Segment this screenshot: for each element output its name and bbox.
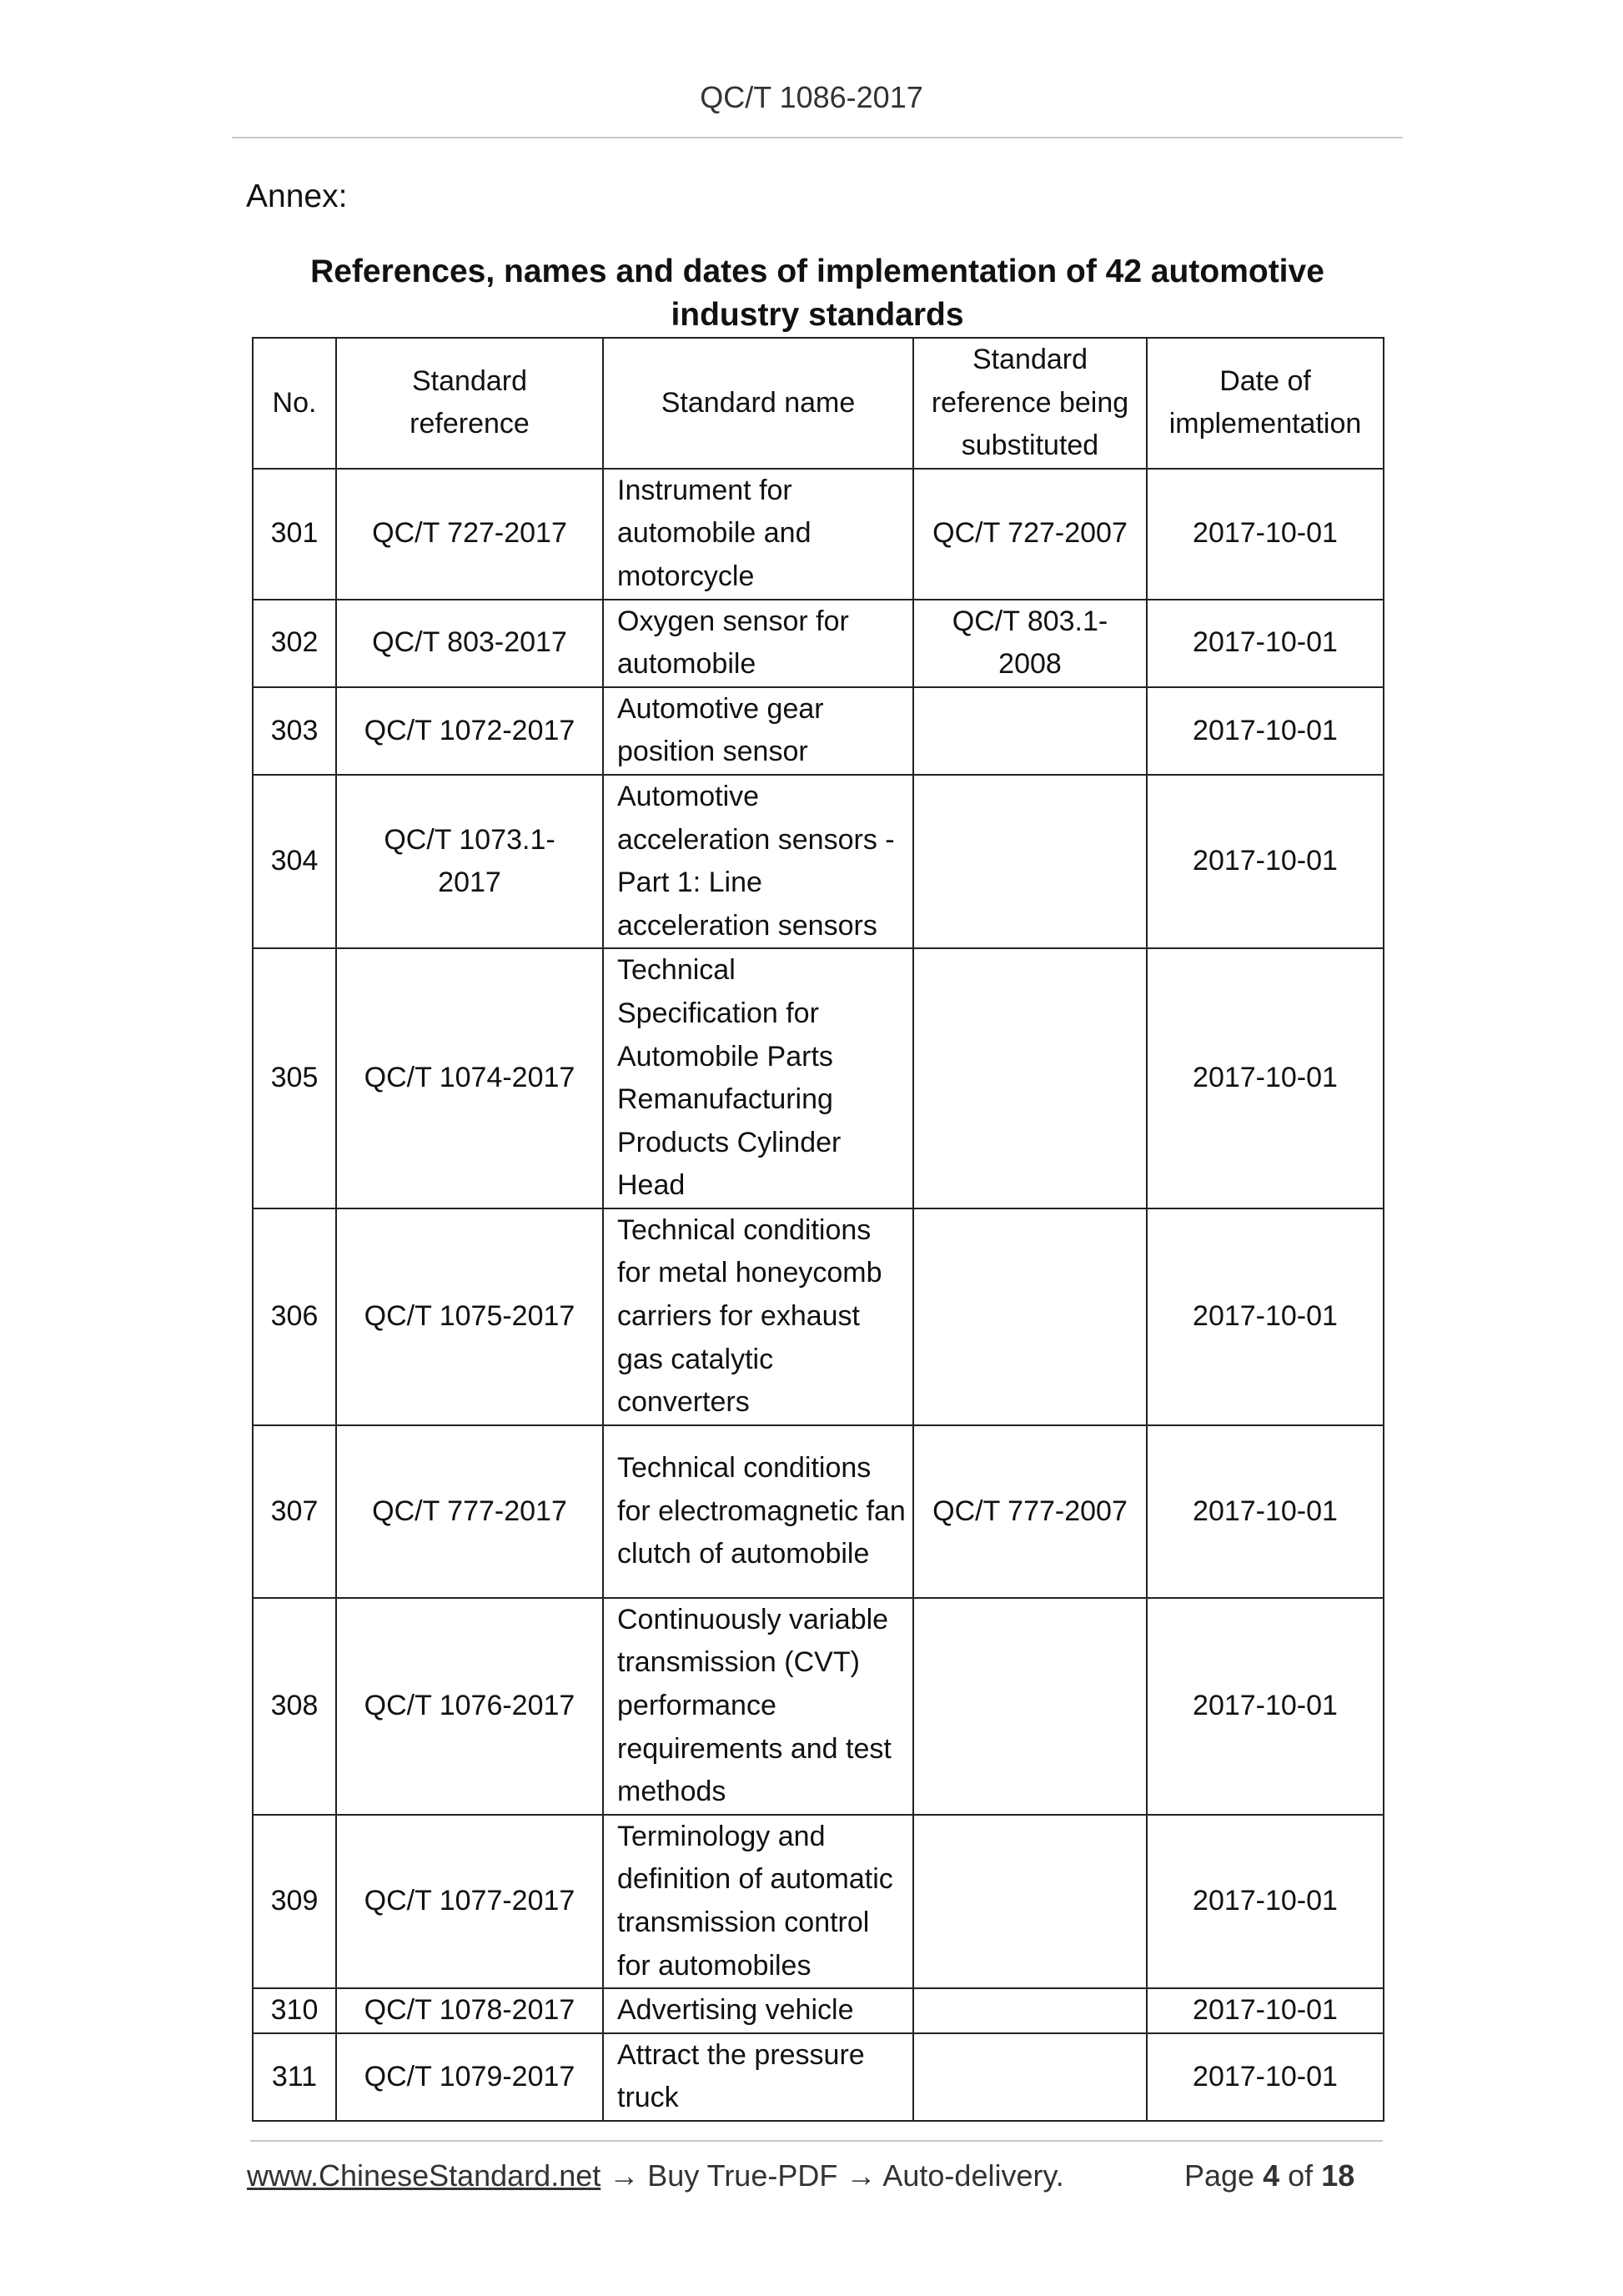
row-no: 301	[253, 469, 336, 600]
table-row	[253, 1598, 1384, 1815]
row-reference: QC/T 1073.1-2017	[336, 775, 603, 948]
row-date: 2017-10-01	[1147, 1815, 1384, 1988]
row-name: Technical Specification for Automobile Parts Remanufacturing Products Cylinder Head	[603, 948, 913, 1208]
row-no: 306	[253, 1208, 336, 1425]
table-title-line-1: References, names and dates of implementation of 42 automotive	[310, 254, 1324, 289]
row-reference: QC/T 777-2017	[336, 1425, 603, 1598]
row-name: Oxygen sensor for automobile	[603, 600, 913, 687]
table-title	[246, 250, 1389, 337]
row-substituted: QC/T 727-2007	[913, 469, 1147, 600]
buy-true-pdf-text: Buy True-PDF	[647, 2158, 838, 2193]
row-no: 309	[253, 1815, 336, 1988]
row-reference: QC/T 727-2017	[336, 469, 603, 600]
row-date: 2017-10-01	[1147, 775, 1384, 948]
row-date: 2017-10-01	[1147, 687, 1384, 775]
row-reference: QC/T 1077-2017	[336, 1815, 603, 1988]
standards-table	[252, 337, 1384, 2122]
footer-promo	[247, 2158, 1064, 2193]
row-substituted: QC/T 777-2007	[913, 1425, 1147, 1598]
header-date-of-implementation: Date of implementation	[1147, 338, 1384, 469]
row-no: 311	[253, 2033, 336, 2121]
page-label: Page	[1184, 2158, 1255, 2193]
current-page-number: 4	[1263, 2158, 1280, 2193]
row-reference: QC/T 1078-2017	[336, 1988, 603, 2033]
row-date: 2017-10-01	[1147, 600, 1384, 687]
table-row	[253, 775, 1384, 948]
row-name: Technical conditions for electromagnetic fan clutch of automobile	[603, 1425, 913, 1598]
header-substituted-reference: Standard reference being substituted	[913, 338, 1147, 469]
header-standard-name: Standard name	[603, 338, 913, 469]
document-code-header: QC/T 1086-2017	[700, 80, 923, 114]
annex-label: Annex:	[246, 178, 348, 214]
row-reference: QC/T 803-2017	[336, 600, 603, 687]
row-substituted	[913, 1815, 1147, 1988]
row-no: 302	[253, 600, 336, 687]
row-reference: QC/T 1076-2017	[336, 1598, 603, 1815]
row-name: Attract the pressure truck	[603, 2033, 913, 2121]
row-name: Terminology and definition of automatic transmission control for automobiles	[603, 1815, 913, 1988]
header-standard-reference: Standard reference	[336, 338, 603, 469]
arrow-right-icon: →	[609, 2158, 640, 2193]
row-substituted	[913, 1988, 1147, 2033]
table-row	[253, 1208, 1384, 1425]
header-no: No.	[253, 338, 336, 469]
row-no: 307	[253, 1425, 336, 1598]
row-name: Instrument for automobile and motorcycle	[603, 469, 913, 600]
row-substituted	[913, 775, 1147, 948]
table-row	[253, 948, 1384, 1208]
row-reference: QC/T 1074-2017	[336, 948, 603, 1208]
website-link[interactable]: www.ChineseStandard.net	[247, 2158, 601, 2193]
row-substituted	[913, 2033, 1147, 2121]
row-name: Continuously variable transmission (CVT) performance requirements and test methods	[603, 1598, 913, 1815]
row-name: Technical conditions for metal honeycomb carriers for exhaust gas catalytic converters	[603, 1208, 913, 1425]
arrow-right-icon: →	[846, 2158, 877, 2193]
row-substituted	[913, 948, 1147, 1208]
row-date: 2017-10-01	[1147, 1988, 1384, 2033]
row-reference: QC/T 1075-2017	[336, 1208, 603, 1425]
row-no: 304	[253, 775, 336, 948]
row-no: 310	[253, 1988, 336, 2033]
row-date: 2017-10-01	[1147, 948, 1384, 1208]
header-divider	[232, 137, 1403, 138]
row-substituted	[913, 1208, 1147, 1425]
table-row	[253, 469, 1384, 600]
page-indicator	[1184, 2158, 1354, 2193]
row-substituted: QC/T 803.1-2008	[913, 600, 1147, 687]
table-row	[253, 687, 1384, 775]
row-date: 2017-10-01	[1147, 469, 1384, 600]
row-date: 2017-10-01	[1147, 2033, 1384, 2121]
table-row	[253, 600, 1384, 687]
row-date: 2017-10-01	[1147, 1598, 1384, 1815]
total-pages-number: 18	[1321, 2158, 1355, 2193]
table-row	[253, 1988, 1384, 2033]
table-title-line-2: industry standards	[671, 297, 964, 333]
row-name: Automotive acceleration sensors - Part 1: Line acceleration sensors	[603, 775, 913, 948]
row-substituted	[913, 687, 1147, 775]
row-no: 303	[253, 687, 336, 775]
auto-delivery-text: Auto-delivery.	[882, 2158, 1064, 2193]
row-reference: QC/T 1079-2017	[336, 2033, 603, 2121]
row-date: 2017-10-01	[1147, 1425, 1384, 1598]
row-no: 305	[253, 948, 336, 1208]
row-substituted	[913, 1598, 1147, 1815]
footer-divider	[250, 2140, 1383, 2142]
row-name: Advertising vehicle	[603, 1988, 913, 2033]
of-label: of	[1288, 2158, 1314, 2193]
table-row	[253, 1425, 1384, 1598]
row-no: 308	[253, 1598, 336, 1815]
row-reference: QC/T 1072-2017	[336, 687, 603, 775]
table-row	[253, 2033, 1384, 2121]
row-date: 2017-10-01	[1147, 1208, 1384, 1425]
row-name: Automotive gear position sensor	[603, 687, 913, 775]
table-header-row	[253, 338, 1384, 469]
table-row	[253, 1815, 1384, 1988]
